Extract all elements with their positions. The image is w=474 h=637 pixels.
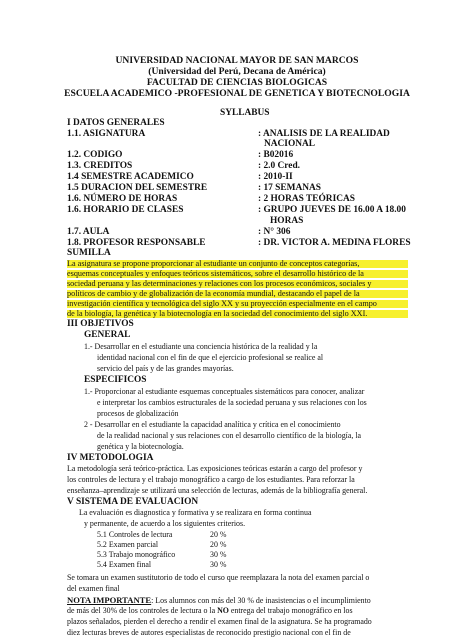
datos-value: : ANALISIS DE LA REALIDAD bbox=[258, 129, 390, 139]
datos-value: : 2.0 Cred. bbox=[258, 161, 301, 171]
university-name: UNIVERSIDAD NACIONAL MAYOR DE SAN MARCOS bbox=[115, 55, 359, 66]
nota-line bbox=[67, 607, 353, 615]
evaluacion-item-label: 5.4 Examen final bbox=[97, 560, 152, 569]
datos-label: 1.8. PROFESOR RESPONSABLE bbox=[67, 238, 206, 248]
datos-label: 1.7. AULA bbox=[67, 227, 110, 237]
evaluacion-item-label: 5.3 Trabajo monográfico bbox=[97, 550, 176, 559]
datos-label: 1.4 SEMESTRE ACADEMICO bbox=[67, 172, 194, 182]
objetivos-general-heading: GENERAL bbox=[84, 330, 131, 340]
metodologia-line: los controles de lectura y el trabajo monográfico a cargo de los estudiantes. Para reforzar la bbox=[67, 475, 355, 484]
datos-value: : 2010-II bbox=[258, 172, 293, 182]
datos-label: 1.3. CREDITOS bbox=[67, 161, 133, 171]
datos-label: 1.6. HORARIO DE CLASES bbox=[67, 205, 184, 215]
datos-value: : 17 SEMANAS bbox=[258, 183, 322, 193]
nota-label: NOTA IMPORTANTE bbox=[67, 595, 152, 605]
evaluacion-item-label: 5.1 Controles de lectura bbox=[97, 530, 173, 539]
objetivo-general-line: 1.- Desarrollar en el estudiante una conciencia histórica de la realidad y la bbox=[84, 342, 318, 351]
datos-value: NACIONAL bbox=[264, 139, 316, 149]
nota-no-emphasis: NO bbox=[217, 606, 229, 615]
metodologia-line: La metodología será teórico-práctica. Las exposiciones teóricas estarán a cargo del profesor y bbox=[67, 464, 363, 473]
evaluacion-intro-line: La evaluación es diagnostica y formativa y se realizara en forma continua bbox=[79, 508, 312, 517]
datos-value: : N° 306 bbox=[258, 227, 291, 237]
sumilla-line: de la biología, la genética y la biotecnología en la sociedad del conocimiento del siglo XXI. bbox=[67, 310, 408, 318]
objetivo-general-line: servicio del país y de las grandes mayorías. bbox=[97, 364, 234, 373]
school-name: ESCUELA ACADEMICO -PROFESIONAL DE GENETICA Y BIOTECNOLOGIA bbox=[64, 88, 410, 99]
nota-line: diez lecturas breves de autores especialistas de reconocido prestigio nacional con el fin de bbox=[67, 628, 351, 637]
evaluacion-item-label: 5.2 Examen parcial bbox=[97, 540, 159, 549]
evaluacion-item-value: 30 % bbox=[210, 560, 227, 569]
objetivo-especifico-line: genética y la biotecnología. bbox=[97, 442, 184, 451]
metodologia-line: enseñanza–aprendizaje se utilizará una selección de lecturas, además de la bibliografía general. bbox=[67, 486, 368, 495]
syllabus-title: SYLLABUS bbox=[220, 108, 270, 118]
datos-label: 1.5 DURACION DEL SEMESTRE bbox=[67, 183, 208, 193]
university-motto: (Universidad del Perú, Decana de América) bbox=[148, 66, 326, 77]
nota-text: : Los alumnos con más del 30 % de inasistencias o el incumplimiento bbox=[151, 596, 371, 605]
datos-label: 1.6. NÚMERO DE HORAS bbox=[67, 194, 178, 204]
nota-text: entrega del trabajo monográfico en los bbox=[228, 606, 353, 615]
sumilla-line: esquemas conceptuales y enfoques teóricos sistemáticos, sobre el desarrollo histórico de la bbox=[67, 270, 408, 278]
evaluacion-note-line: Se tomara un examen sustitutorio de todo el curso que reemplazara la nota del examen parcial o bbox=[67, 573, 370, 582]
faculty-name: FACULTAD DE CIENCIAS BIOLOGICAS bbox=[146, 77, 328, 88]
objetivo-especifico-line: procesos de globalización bbox=[97, 409, 179, 418]
datos-label: 1.1. ASIGNATURA bbox=[67, 129, 146, 139]
datos-value: : 2 HORAS TEÓRICAS bbox=[258, 194, 355, 204]
section-datos-heading: I DATOS GENERALES bbox=[67, 118, 165, 128]
evaluacion-heading: V SISTEMA DE EVALUACION bbox=[67, 497, 199, 507]
datos-value: : GRUPO JUEVES DE 16.00 A 18.00 bbox=[258, 205, 406, 215]
datos-value: : DR. VICTOR A. MEDINA FLORES bbox=[258, 238, 411, 248]
evaluacion-intro-line: y permanente, de acuerdo a los siguientes criterios. bbox=[84, 519, 246, 528]
datos-value: : B02016 bbox=[258, 150, 294, 160]
nota-text: de más del 30% de los controles de lectura o la bbox=[67, 606, 218, 615]
objetivo-general-line: identidad nacional con el fin de que el ejercicio profesional se realice al bbox=[97, 353, 324, 362]
sumilla-line: políticos de cambio y de globalización de la economía mundial, destacando el papel de la bbox=[67, 290, 408, 298]
nota-line: plazos señalados, pierden el derecho a rendir el examen final de la asignatura. Se ha programado bbox=[67, 617, 372, 626]
sumilla-line: investigación científica y tecnológica del siglo XX y su proyección especialmente en el campo bbox=[67, 300, 408, 308]
metodologia-heading: IV METODOLOGIA bbox=[67, 453, 154, 463]
evaluacion-item-value: 20 % bbox=[210, 540, 227, 549]
objetivo-especifico-line: 2 - Desarrollar en el estudiante la capacidad analítica y crítica en el conocimiento bbox=[84, 420, 341, 429]
objetivos-especificos-heading: ESPECIFICOS bbox=[84, 375, 147, 385]
sumilla-line: sociedad peruana y las determinaciones y relaciones con los procesos económicos, sociales y bbox=[67, 280, 408, 288]
objetivo-especifico-line: de la realidad nacional y sus relaciones con el desarrollo científico de la biología, la bbox=[97, 431, 362, 440]
objetivo-especifico-line: e interpretar los cambios estructurales de la sociedad peruana y sus relaciones con los bbox=[97, 398, 367, 407]
nota-line bbox=[67, 596, 371, 605]
sumilla-heading: SUMILLA bbox=[67, 248, 111, 258]
evaluacion-item-value: 30 % bbox=[210, 550, 227, 559]
sumilla-line: La asignatura se propone proporcionar al estudiante un conjunto de conceptos categorías, bbox=[67, 260, 408, 268]
objetivos-heading: III OBJETIVOS bbox=[67, 319, 134, 329]
evaluacion-note-line: del examen final bbox=[67, 584, 120, 593]
datos-value: HORAS bbox=[270, 216, 304, 226]
evaluacion-item-value: 20 % bbox=[210, 530, 227, 539]
datos-label: 1.2. CODIGO bbox=[67, 150, 123, 160]
objetivo-especifico-line: 1.- Proporcionar al estudiante esquemas conceptuales sistemáticos para conocer, analizar bbox=[84, 387, 365, 396]
